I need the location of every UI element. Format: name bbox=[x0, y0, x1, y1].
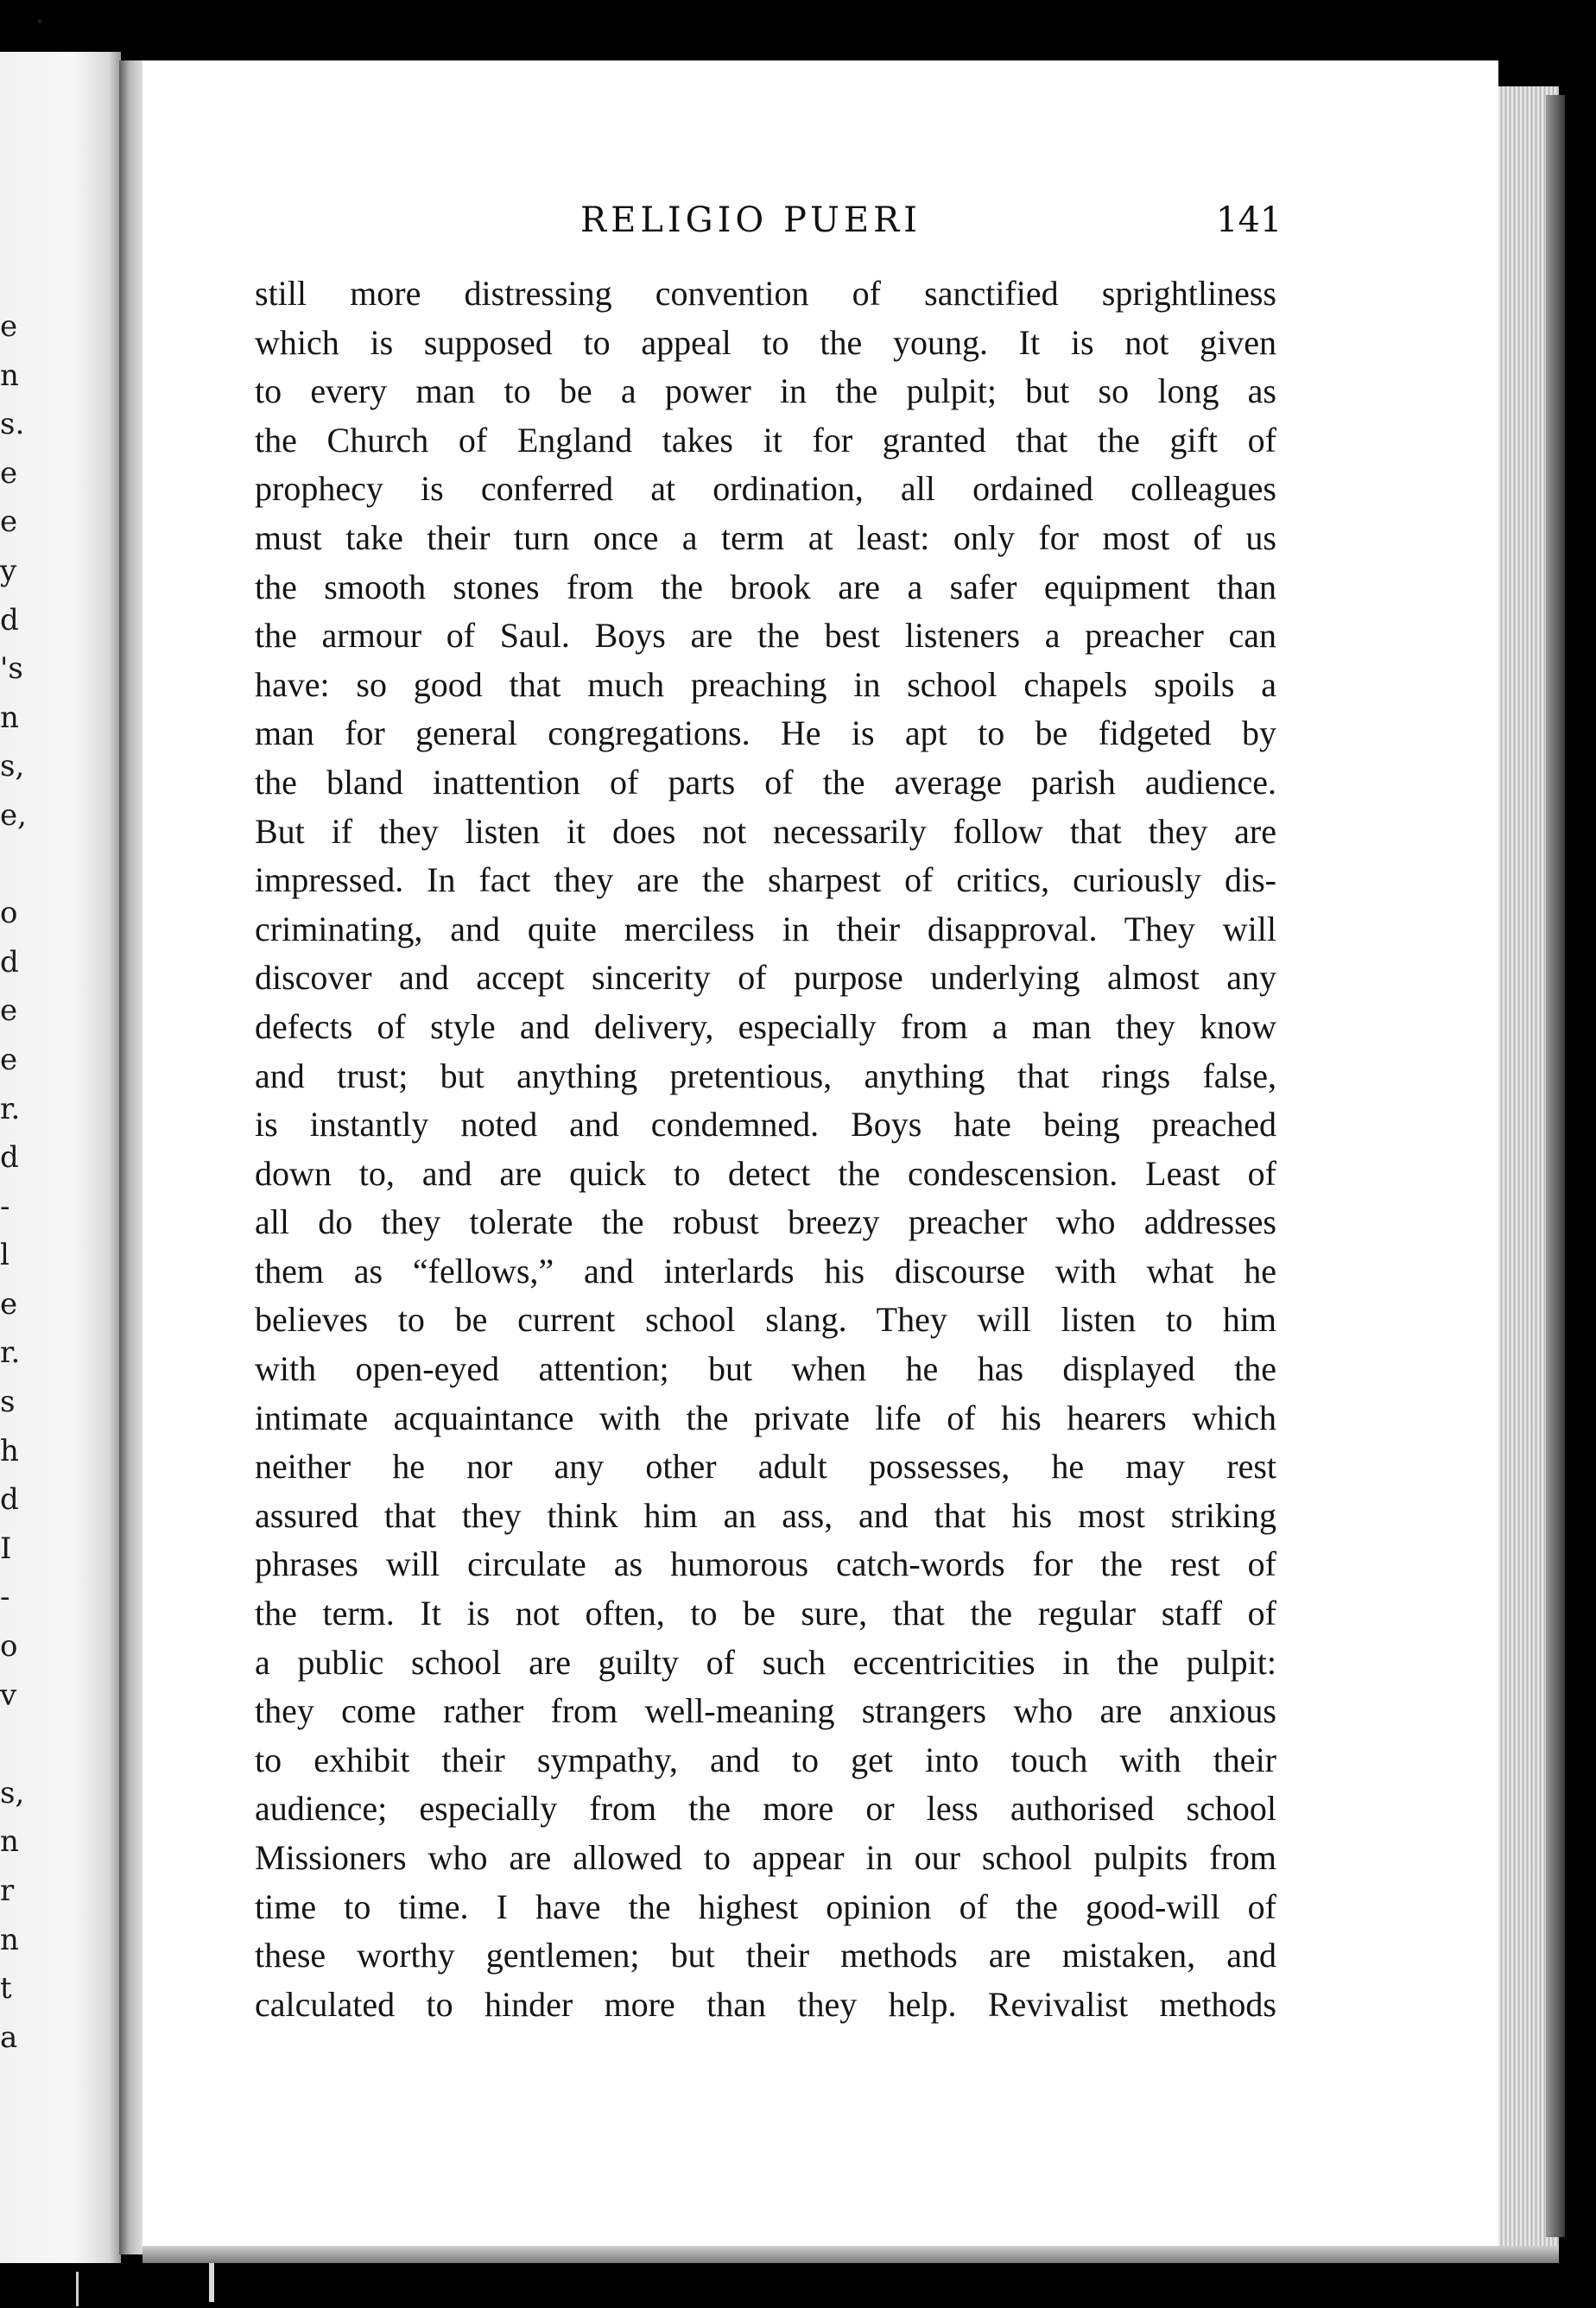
left-page-fragment: n bbox=[0, 1922, 19, 1957]
text-line: the smooth stones from the brook are a safer equipment than bbox=[255, 567, 1276, 606]
text-line: calculated to hinder more than they help. Revivalist methods bbox=[255, 1984, 1276, 2024]
left-page-fragment: e bbox=[0, 1042, 18, 1077]
left-page-fragment: r. bbox=[0, 1091, 21, 1126]
page-bottom-edge bbox=[142, 2246, 1559, 2263]
text-line: discover and accept sincerity of purpose underlying almost any bbox=[255, 958, 1276, 998]
left-page-fragment: e, bbox=[0, 797, 27, 833]
left-page-fragment: n bbox=[0, 1824, 19, 1860]
left-page-fragment: s, bbox=[0, 749, 25, 784]
text-line: believes to be current school slang. They will listen to him bbox=[255, 1300, 1276, 1340]
text-line: have: so good that much preaching in school chapels spoils a bbox=[255, 664, 1276, 704]
left-page-fragment: e bbox=[0, 504, 18, 540]
text-line: Missioners who are allowed to appear in our school pulpits from bbox=[255, 1838, 1276, 1877]
text-line: with open-eyed attention; but when he has displayed the bbox=[255, 1349, 1276, 1389]
left-page-fragment: I bbox=[0, 1531, 12, 1566]
body-text bbox=[255, 269, 1276, 2029]
left-page-fragment: t bbox=[0, 1971, 12, 2007]
page-number: 141 bbox=[1216, 200, 1282, 240]
text-line: the Church of England takes it for granted that the gift of bbox=[255, 420, 1276, 460]
left-page-fragment: a bbox=[0, 2020, 18, 2055]
running-head bbox=[0, 200, 1596, 252]
left-page-fragment: l bbox=[0, 1238, 10, 1273]
text-line: audience; especially from the more or less authorised school bbox=[255, 1789, 1276, 1829]
text-line: to exhibit their sympathy, and to get into touch with their bbox=[255, 1740, 1276, 1779]
text-line: and trust; but anything pretentious, anything that rings false, bbox=[255, 1056, 1276, 1095]
text-line: them as “fellows,” and interlards his discourse with what he bbox=[255, 1251, 1276, 1290]
text-line: But if they listen it does not necessarily follow that they are bbox=[255, 811, 1276, 851]
text-line: is instantly noted and condemned. Boys hate being preached bbox=[255, 1105, 1276, 1144]
left-page-fragment bbox=[0, 1720, 35, 1769]
left-page-fragment: d bbox=[0, 944, 19, 980]
text-line: still more distressing convention of sanctified sprightliness bbox=[255, 274, 1276, 313]
left-page-fragment: - bbox=[0, 1189, 10, 1224]
left-page-text-fragments bbox=[0, 302, 35, 2062]
left-page-fragment: v bbox=[0, 1677, 17, 1713]
left-page-fragment: e bbox=[0, 993, 18, 1029]
left-page-fragment: e bbox=[0, 1286, 18, 1322]
left-page-fragment: y bbox=[0, 553, 17, 588]
text-line: must take their turn once a term at least: only for most of us bbox=[255, 517, 1276, 557]
text-line: the bland inattention of parts of the average parish audience. bbox=[255, 762, 1276, 802]
text-line: the term. It is not often, to be sure, that the regular staff of bbox=[255, 1594, 1276, 1633]
book-gutter bbox=[119, 60, 145, 2254]
text-line: man for general congregations. He is apt to be fidgeted by bbox=[255, 713, 1276, 753]
left-page-fragment: r. bbox=[0, 1335, 21, 1371]
scan-dust-mark bbox=[76, 2272, 79, 2306]
scan-dust-mark bbox=[38, 19, 41, 23]
text-line: time to time. I have the highest opinion of the good-will of bbox=[255, 1886, 1276, 1926]
left-page-fragment: r bbox=[0, 1874, 15, 1908]
left-page-fragment: d bbox=[0, 602, 19, 637]
left-page-fragment: s, bbox=[0, 1775, 25, 1810]
left-page-fragment: e bbox=[0, 309, 18, 344]
text-line: which is supposed to appeal to the young. It is not given bbox=[255, 322, 1276, 362]
text-line: criminating, and quite merciless in their disapproval. They will bbox=[255, 909, 1276, 948]
text-line: to every man to be a power in the pulpit; but so long as bbox=[255, 371, 1276, 411]
text-line: neither he nor any other adult possesses, he may rest bbox=[255, 1447, 1276, 1487]
text-line: intimate acquaintance with the private life of his hearers which bbox=[255, 1398, 1276, 1437]
page-edge-shadow bbox=[1546, 95, 1565, 2237]
left-page-fragment: h bbox=[0, 1433, 19, 1468]
text-line: assured that they think him an ass, and that his most striking bbox=[255, 1495, 1276, 1535]
left-page-fragment: o bbox=[0, 896, 18, 931]
text-line: the armour of Saul. Boys are the best listeners a preacher can bbox=[255, 616, 1276, 656]
text-line: a public school are guilty of such eccentricities in the pulpit: bbox=[255, 1642, 1276, 1682]
left-page-fragment: - bbox=[0, 1580, 10, 1615]
text-line: all do they tolerate the robust breezy preacher who addresses bbox=[255, 1202, 1276, 1242]
text-line: prophecy is conferred at ordination, all ordained colleagues bbox=[255, 469, 1276, 509]
left-page-fragment: s bbox=[0, 1385, 16, 1420]
left-page-fragment: e bbox=[0, 455, 18, 491]
left-page-fragment: o bbox=[0, 1629, 18, 1664]
running-title: RELIGIO PUERI bbox=[580, 200, 922, 240]
left-facing-page bbox=[0, 52, 121, 2263]
left-page-fragment: n bbox=[0, 700, 19, 735]
text-line: defects of style and delivery, especially from a man they know bbox=[255, 1006, 1276, 1046]
left-page-fragment: s. bbox=[0, 407, 25, 442]
left-page-fragment: d bbox=[0, 1140, 19, 1176]
left-page-fragment bbox=[0, 840, 35, 890]
left-page-fragment: n bbox=[0, 358, 19, 393]
text-line: phrases will circulate as humorous catch-words for the rest of bbox=[255, 1544, 1276, 1584]
text-line: they come rather from well-meaning strangers who are anxious bbox=[255, 1691, 1276, 1731]
left-page-fragment: 's bbox=[0, 651, 23, 687]
left-page-fragment: d bbox=[0, 1482, 19, 1518]
text-line: these worthy gentlemen; but their methods are mistaken, and bbox=[255, 1936, 1276, 1975]
text-line: down to, and are quick to detect the condescension. Least of bbox=[255, 1153, 1276, 1193]
text-line: impressed. In fact they are the sharpest of critics, curiously dis- bbox=[255, 860, 1276, 900]
scan-dust-mark bbox=[209, 2263, 214, 2302]
